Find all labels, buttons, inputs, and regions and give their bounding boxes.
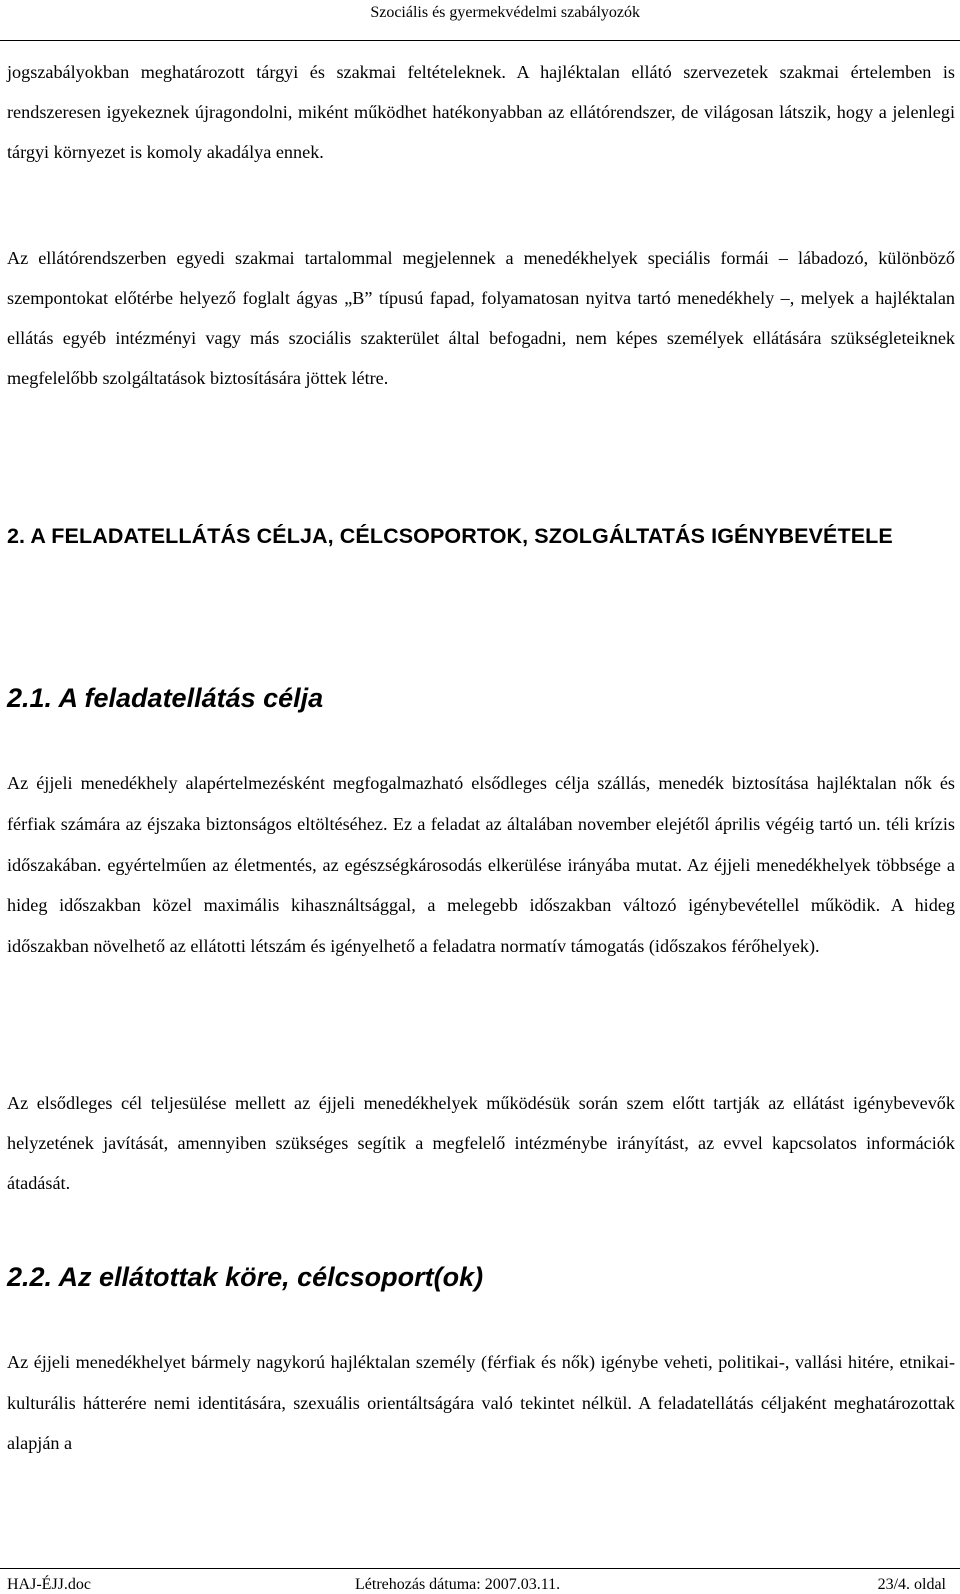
page-footer	[0, 1568, 960, 1594]
footer-page-number: 23/4. oldal	[877, 1576, 946, 1593]
section-2-1-heading: 2.1. A feladatellátás célja	[7, 683, 324, 713]
section-2-heading: 2. A FELADATELLÁTÁS CÉLJA, CÉLCSOPORTOK, SZOLGÁLTATÁS IGÉNYBEVÉTELE	[7, 524, 893, 548]
footer-created-date: Létrehozás dátuma: 2007.03.11.	[355, 1576, 561, 1593]
header-title: Szociális és gyermekvédelmi szabályozók	[370, 4, 640, 21]
paragraph-target-group: Az éjjeli menedékhelyet bármely nagykorú hajléktalan személy (férfiak és nők) igénybe veheti, politikai-, vallási hitére, etnikai-kulturális hátterére nemi identitására, szexuális orientáltságára való tekintet nélkül. A feladatellátás céljaként meghatározottak alapján a	[7, 1352, 955, 1453]
paragraph-shelter-forms: Az ellátórendszerben egyedi szakmai tartalommal megjelennek a menedékhelyek speciális formái – lábadozó, különböző szempontokat előtérbe helyező foglalt ágyas „B” típusú fapad, folyamatosan nyitva tartó menedékhely –, melyek a hajléktalan ellátás egyéb intézményi vagy más szociális szakterület által befogadni, nem képes személyek ellátására szükségleteiknek megfelelőbb szolgáltatások biztosítására jöttek létre.	[7, 248, 955, 388]
page-header	[0, 0, 960, 41]
paragraph-secondary-goal: Az elsődleges cél teljesülése mellett az éjjeli menedékhelyek működésük során szem előtt tartják az ellátást igénybevevők helyzetének javítását, amennyiben szükséges segítik a megfelelő intézménybe irányítást, az evvel kapcsolatos információk átadását.	[7, 1093, 955, 1193]
paragraph-intro: jogszabályokban meghatározott tárgyi és szakmai feltételeknek. A hajléktalan ellátó szervezetek szakmai értelemben is rendszeresen igyekeznek újragondolni, miként működhet hatékonyabban az ellátórendszer, de világosan látszik, hogy a jelenlegi tárgyi környezet is komoly akadálya ennek.	[7, 62, 955, 162]
section-2-2-heading: 2.2. Az ellátottak köre, célcsoport(ok)	[7, 1262, 484, 1292]
paragraph-goal: Az éjjeli menedékhely alapértelmezésként megfogalmazható elsődleges célja szállás, menedék biztosítása hajléktalan nők és férfiak számára az éjszaka biztonságos eltöltéséhez. Ez a feladat az általában november elejétől április végéig tartó un. téli krízis időszakában. egyértelműen az életmentés, az egészségkárosodás elkerülése irányába mutat. Az éjjeli menedékhelyek többsége a hideg időszakban közel maximális kihasználtsággal, a melegebb időszakban változó igénybevétellel működik. A hideg időszakban növelhető az ellátotti létszám és igényelhető a feladatra normatív támogatás (időszakos férőhelyek).	[7, 773, 955, 957]
footer-doc-name: HAJ-ÉJJ.doc	[7, 1576, 91, 1593]
